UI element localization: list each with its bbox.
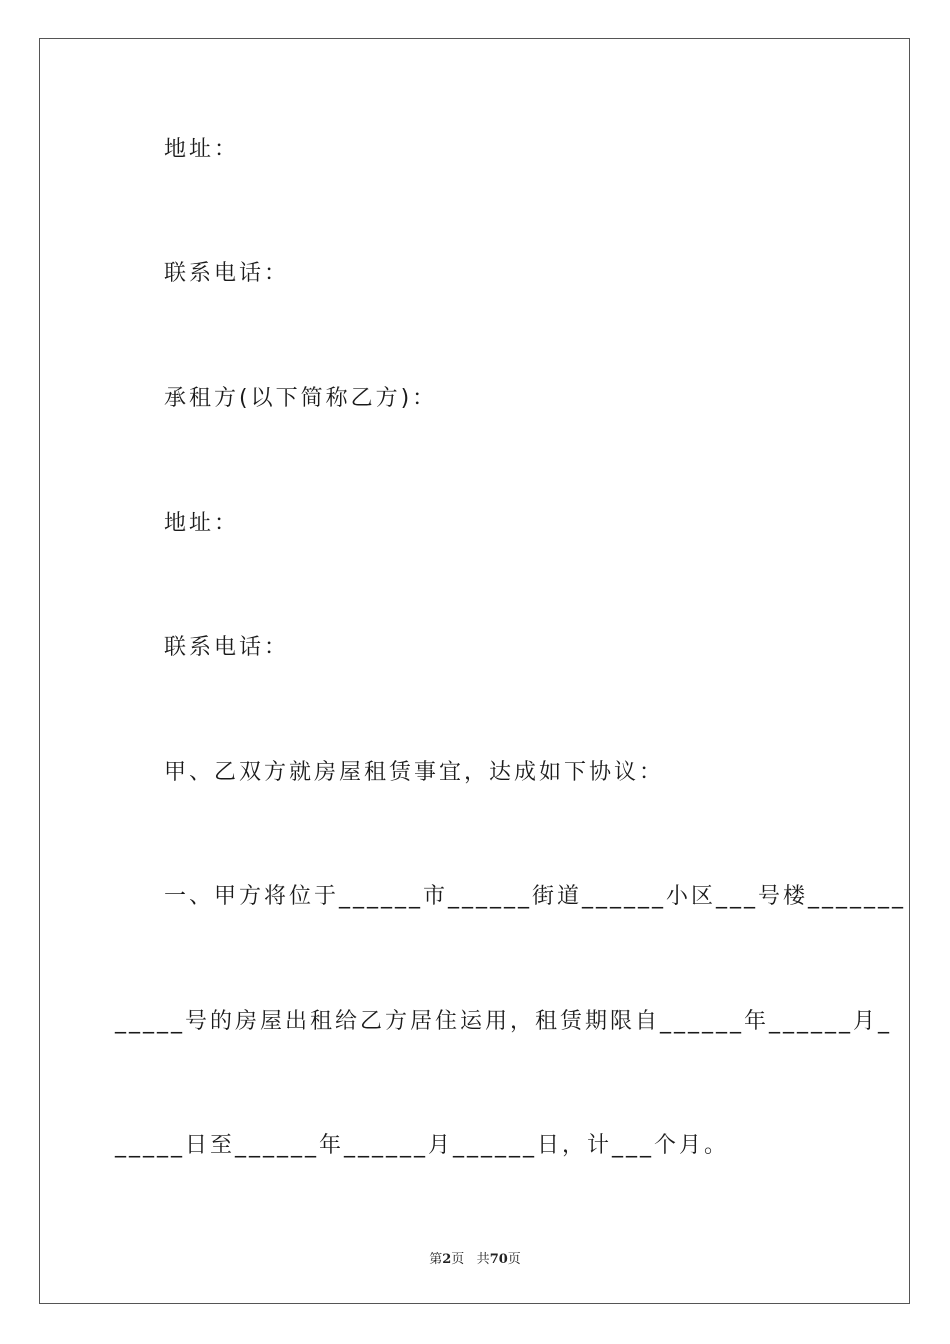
total-prefix: 共 [476,1252,490,1267]
lessor-phone-label: 联系电话： [164,261,290,286]
page-number: 2 [442,1252,452,1267]
lessor-address-label: 地址： [164,137,240,162]
clause-one-line-1: 一、甲方将位于______市______街道______小区___号楼_______ [164,884,907,909]
page-footer [0,1248,950,1267]
clause-one-line-2: _____号的房屋出租给乙方居住运用，租赁期限自______年______月_ [115,1009,893,1034]
lessee-label: 承租方(以下简称乙方)： [164,386,438,411]
lessee-phone-label: 联系电话： [164,635,290,660]
lessee-address-label: 地址： [164,511,240,536]
page-prefix: 第 [429,1252,443,1267]
total-suffix: 页 [507,1252,521,1267]
agreement-intro: 甲、乙双方就房屋租赁事宜，达成如下协议： [164,760,665,785]
clause-one-line-3: _____日至______年______月______日，计___个月。 [115,1133,730,1158]
page-border [39,38,910,1304]
page-suffix: 页 [451,1252,465,1267]
total-pages: 70 [489,1252,508,1267]
